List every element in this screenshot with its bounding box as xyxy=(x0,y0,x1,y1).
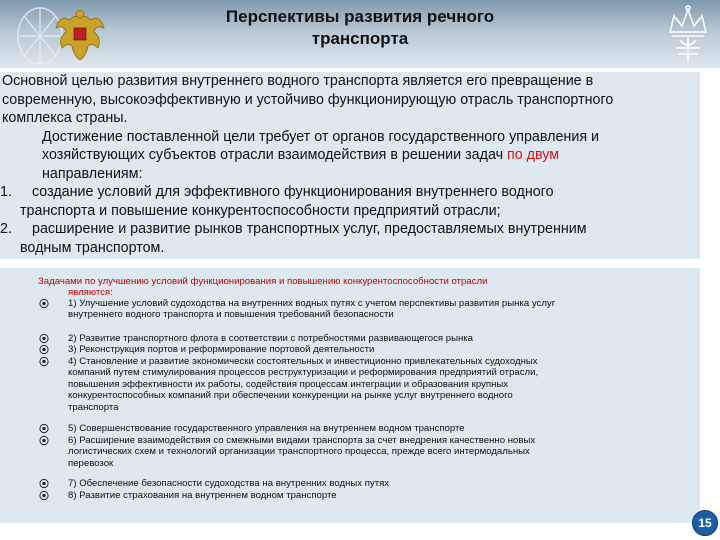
target-bullet-icon xyxy=(38,490,50,501)
intro-highlight: по двум xyxy=(507,147,560,163)
task-line: 7) Обеспечение безопасности судоходства на внутренних водных путях xyxy=(68,478,390,489)
tasks-heading xyxy=(38,276,658,299)
task-line: компаний путем стимулирования процессов реструктуризации и реформирования предприятий отрасли, xyxy=(68,367,539,379)
target-bullet-icon xyxy=(38,344,50,355)
task-text xyxy=(68,356,678,413)
tasks-heading-line-1: Задачами по улучшению условий функционирования и повышению конкурентоспособности отрасли xyxy=(38,276,488,287)
direction-item-2 xyxy=(0,220,700,257)
task-item xyxy=(38,490,678,501)
intro-line-3: комплекса страны. xyxy=(2,110,128,126)
task-text xyxy=(68,298,678,321)
eagle-emblem-icon xyxy=(8,2,108,68)
task-text xyxy=(68,423,678,434)
intro-line-2: современную, высокоэффективную и устойчиво функционирующую отрасль транспортного xyxy=(2,91,614,108)
task-item xyxy=(38,423,678,434)
task-line: конкурентоспособных компаний при обеспечении конкуренции на рынке услуг внутреннего водного xyxy=(68,390,513,402)
target-bullet-icon xyxy=(38,435,50,446)
task-line: логистических схем и технологий организации транспортного процесса, прежде всего интермодальных xyxy=(68,446,530,458)
direction-text-1a: создание условий для эффективного функционирования внутреннего водного xyxy=(32,184,554,200)
intro-line-5-text: хозяйствующих субъектов отрасли взаимодействия в решении задач xyxy=(42,147,504,163)
target-bullet-icon xyxy=(38,298,50,309)
task-line: 5) Совершенствование государственного управления на внутреннем водном транспорте xyxy=(68,423,465,434)
task-line: 8) Развитие страхования на внутреннем водном транспорте xyxy=(68,490,337,501)
direction-item-1 xyxy=(0,183,700,220)
task-item xyxy=(38,298,678,321)
intro-line-1: Основной целью развития внутреннего водного транспорта является его превращение в xyxy=(2,73,594,89)
direction-text-1b: транспорта и повышение конкурентоспособности предприятий отрасли; xyxy=(20,202,501,219)
task-text xyxy=(68,478,678,489)
task-line: транспорта xyxy=(68,401,119,413)
page-number-badge: 15 xyxy=(692,510,718,536)
task-item xyxy=(38,333,678,344)
direction-number: 2. xyxy=(0,221,12,237)
task-text xyxy=(68,344,678,355)
task-line: 3) Реконструкция портов и реформирование портовой деятельности xyxy=(68,344,375,355)
slide-header xyxy=(0,0,720,68)
intro-line-5 xyxy=(0,146,700,165)
direction-text-2b: водным транспортом. xyxy=(20,239,165,256)
task-line: 4) Становление и развитие экономически состоятельных и инвестиционно привлекательных судоходных xyxy=(68,356,538,367)
tasks-heading-line-2: являются: xyxy=(68,287,113,299)
task-text xyxy=(68,490,678,501)
intro-line-6: направлениям: xyxy=(42,165,143,182)
target-bullet-icon xyxy=(38,423,50,434)
task-item xyxy=(38,344,678,355)
task-item xyxy=(38,356,678,413)
task-line: 6) Расширение взаимодействия со смежными видами транспорта за счет внедрения качественно новых xyxy=(68,435,536,446)
page-title xyxy=(150,6,570,50)
task-item xyxy=(38,435,678,469)
task-text xyxy=(68,333,678,344)
task-line: перевозок xyxy=(68,457,114,469)
title-line-2: транспорта xyxy=(311,29,409,48)
crown-emblem-icon xyxy=(660,2,716,66)
task-item xyxy=(38,478,678,489)
task-line: 1) Улучшение условий судоходства на внутренних водных путях с учетом перспективы развития рынка услуг xyxy=(68,298,556,309)
target-bullet-icon xyxy=(38,356,50,367)
task-line: 2) Развитие транспортного флота в соответствии с потребностями развивающегося рынка xyxy=(68,333,474,344)
tasks-panel xyxy=(0,268,700,523)
task-text xyxy=(68,435,678,469)
target-bullet-icon xyxy=(38,478,50,489)
task-line: внутреннего водного транспорта и повышения требований безопасности xyxy=(68,309,394,321)
direction-number: 1. xyxy=(0,184,12,200)
target-bullet-icon xyxy=(38,333,50,344)
title-line-1: Перспективы развития речного xyxy=(225,7,495,26)
task-line: повышения эффективности их работы, содействия процессам интеграции и образования крупных xyxy=(68,378,509,390)
intro-line-4: Достижение поставленной цели требует от органов государственного управления и xyxy=(42,128,600,145)
intro-panel xyxy=(0,72,700,259)
direction-text-2a: расширение и развитие рынков транспортных услуг, предоставляемых внутренним xyxy=(32,221,587,237)
